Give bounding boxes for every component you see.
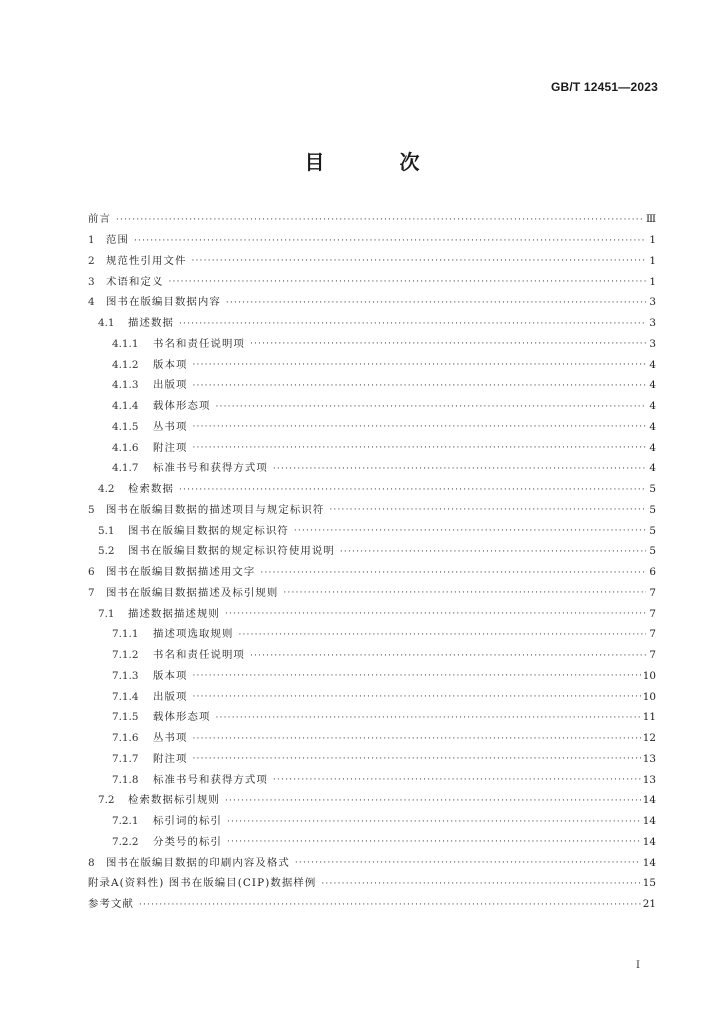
toc-section-number: 7.1.7 [112,752,139,765]
toc-page-number: Ⅲ [645,213,656,226]
toc-entry[interactable] [88,640,656,661]
toc-section-title: 出版项 [153,379,188,392]
toc-entry[interactable] [88,515,656,536]
toc-section-number: 4.1.2 [112,358,139,371]
toc-section-title: 图书在版编目数据描述用文字 [106,566,256,579]
toc-page-number: 4 [649,358,656,371]
toc-dot-leader [238,631,646,640]
toc-dot-leader [116,216,644,225]
toc-page-number: 4 [649,379,656,392]
toc-section-title: 版本项 [153,358,188,371]
toc-section-number: 8 [88,856,95,869]
toc-section-number: 7.2.2 [112,835,139,848]
toc-entry[interactable] [88,536,656,557]
toc-page-number: 14 [642,856,656,869]
toc-section-title: 附注项 [153,752,188,765]
toc-dot-leader [340,548,646,557]
toc-section-number: 4.1.6 [112,441,139,454]
toc-section-title: 描述数据 [128,317,174,330]
toc-dot-leader [134,237,646,246]
toc-entry[interactable] [88,349,656,370]
toc-page-number: 5 [649,503,656,516]
toc-entry[interactable] [88,827,656,848]
toc-page-number: 12 [642,732,656,745]
toc-section-title: 检索数据 [128,483,174,496]
toc-entry[interactable] [88,619,656,640]
toc-section-number: 7.2 [98,794,115,807]
toc-section-number: 4.1.1 [112,337,139,350]
toc-section-title: 标准书号和获得方式项 [153,462,268,475]
toc-dot-leader [329,506,646,515]
toc-dot-leader [295,859,641,868]
toc-dot-leader [192,755,640,764]
toc-section-title: 分类号的标引 [153,835,222,848]
toc-section-number: 7.1.4 [112,690,139,703]
toc-entry[interactable] [88,308,656,329]
toc-page-number: 7 [649,586,656,599]
toc-dot-leader [192,672,640,681]
toc-section-number: 7.1.5 [112,711,139,724]
toc-entry[interactable] [88,557,656,578]
toc-section-title: 版本项 [153,669,188,682]
table-of-contents [88,204,656,910]
toc-section-number: 5.1 [98,524,115,537]
toc-dot-leader [225,610,646,619]
toc-section-number: 4.1.3 [112,379,139,392]
toc-section-title: 书名和责任说明项 [153,337,245,350]
toc-entry[interactable] [88,246,656,267]
toc-section-title: 图书在版编目数据内容 [106,296,221,309]
toc-entry[interactable] [88,329,656,350]
toc-section-title: 参考文献 [88,898,134,911]
toc-section-number: 7.1.8 [112,773,139,786]
toc-section-number: 4 [88,296,95,309]
toc-section-title: 图书在版编目数据的描述项目与规定标识符 [106,503,325,516]
toc-section-title: 书名和责任说明项 [153,649,245,662]
toc-dot-leader [192,693,640,702]
page-title: 目 次 [304,150,454,174]
toc-dot-leader [273,465,646,474]
toc-section-title: 术语和定义 [106,275,164,288]
toc-section-title: 前言 [88,213,111,226]
toc-section-number: 4.1.4 [112,400,139,413]
toc-dot-leader [273,776,641,785]
toc-page-number: 13 [642,773,656,786]
toc-section-number: 7.1.3 [112,669,139,682]
toc-section-number: 7.1 [98,607,115,620]
toc-entry[interactable] [88,889,656,910]
toc-section-title: 图书在版编目数据的规定标识符 [128,524,289,537]
toc-section-number: 4.1.5 [112,420,139,433]
toc-entry[interactable] [88,764,656,785]
toc-page-number: 4 [649,462,656,475]
toc-entry[interactable] [88,847,656,868]
toc-section-title: 附注项 [153,441,188,454]
toc-dot-leader [215,714,640,723]
toc-dot-leader [227,818,641,827]
toc-dot-leader [321,880,640,889]
toc-section-number: 6 [88,566,95,579]
toc-section-title: 图书在版编目数据的规定标识符使用说明 [128,545,335,558]
toc-dot-leader [192,382,646,391]
toc-section-title: 丛书项 [153,732,188,745]
toc-entry[interactable] [88,723,656,744]
toc-section-title: 载体形态项 [153,711,211,724]
toc-page-number: 7 [649,628,656,641]
toc-section-number: 4.1 [98,317,115,330]
toc-page-number: 5 [649,545,656,558]
toc-entry[interactable] [88,432,656,453]
toc-page-number: 11 [642,711,656,724]
toc-dot-leader [192,735,640,744]
toc-entry[interactable] [88,578,656,599]
toc-dot-leader [227,838,641,847]
toc-page-number: 3 [649,337,656,350]
toc-section-number: 4.1.7 [112,462,139,475]
toc-page-number: 5 [649,524,656,537]
toc-dot-leader [250,652,646,661]
toc-page-number: 3 [649,296,656,309]
toc-section-number: 7.1.2 [112,649,139,662]
toc-section-title: 载体形态项 [153,400,211,413]
toc-page-number: 4 [649,400,656,413]
toc-page-number: 4 [649,420,656,433]
toc-entry[interactable] [88,785,656,806]
toc-section-number: 5.2 [98,545,115,558]
standard-code: GB/T 12451—2023 [550,80,658,94]
toc-entry[interactable] [88,806,656,827]
toc-page-number: 3 [649,317,656,330]
toc-section-title: 图书在版编目数据描述及标引规则 [106,586,279,599]
toc-entry[interactable] [88,702,656,723]
toc-entry[interactable] [88,370,656,391]
toc-section-number: 5 [88,503,95,516]
toc-dot-leader [225,797,641,806]
toc-entry[interactable] [88,453,656,474]
page-number: I [636,960,640,971]
toc-page-number: 6 [649,566,656,579]
toc-page-number: 1 [649,254,656,267]
toc-dot-leader [260,569,646,578]
toc-dot-leader [250,340,646,349]
toc-page-number: 14 [642,794,656,807]
toc-dot-leader [192,444,646,453]
toc-section-title: 范围 [106,234,129,247]
toc-section-title: 标引词的标引 [153,815,222,828]
toc-section-title: 检索数据标引规则 [128,794,220,807]
toc-entry[interactable] [88,495,656,516]
toc-section-title: 规范性引用文件 [106,254,187,267]
toc-section-title: 描述项选取规则 [153,628,234,641]
toc-dot-leader [192,361,646,370]
toc-entry[interactable] [88,391,656,412]
toc-section-title: 出版项 [153,690,188,703]
toc-section-number: 1 [88,234,95,247]
toc-page-number: 5 [649,483,656,496]
toc-dot-leader [179,320,646,329]
toc-page-number: 13 [642,752,656,765]
toc-entry[interactable] [88,744,656,765]
toc-dot-leader [139,901,641,910]
toc-entry[interactable] [88,661,656,682]
toc-page-number: 1 [649,275,656,288]
toc-page-number: 7 [649,607,656,620]
toc-page-number: 15 [642,877,656,890]
toc-dot-leader [168,278,646,287]
toc-page-number: 14 [642,835,656,848]
toc-section-number: 7.1.6 [112,732,139,745]
toc-dot-leader [192,423,646,432]
toc-section-number: 7 [88,586,95,599]
toc-section-number: 7.1.1 [112,628,139,641]
toc-entry[interactable] [88,868,656,889]
toc-section-number: 7.2.1 [112,815,139,828]
toc-page-number: 21 [642,898,656,911]
toc-section-title: 描述数据描述规则 [128,607,220,620]
toc-page-number: 14 [642,815,656,828]
toc-page-number: 10 [642,690,656,703]
toc-page-number: 1 [649,234,656,247]
toc-dot-leader [283,589,646,598]
toc-section-number: 2 [88,254,95,267]
toc-section-number: 3 [88,275,95,288]
toc-entry[interactable] [88,225,656,246]
toc-page-number: 4 [649,441,656,454]
toc-entry[interactable] [88,412,656,433]
toc-section-title: 标准书号和获得方式项 [153,773,268,786]
toc-dot-leader [215,403,646,412]
toc-entry[interactable] [88,204,656,225]
toc-section-title: 丛书项 [153,420,188,433]
toc-entry[interactable] [88,474,656,495]
toc-entry[interactable] [88,598,656,619]
toc-dot-leader [294,527,646,536]
toc-entry[interactable] [88,287,656,308]
toc-section-title: 图书在版编目数据的印刷内容及格式 [106,856,290,869]
toc-entry[interactable] [88,681,656,702]
toc-section-title: 附录A(资料性) 图书在版编目(CIP)数据样例 [88,877,317,890]
toc-page-number: 7 [649,649,656,662]
toc-dot-leader [191,257,646,266]
toc-dot-leader [179,486,646,495]
toc-page-number: 10 [642,669,656,682]
toc-entry[interactable] [88,266,656,287]
toc-dot-leader [226,299,646,308]
toc-section-number: 4.2 [98,483,115,496]
